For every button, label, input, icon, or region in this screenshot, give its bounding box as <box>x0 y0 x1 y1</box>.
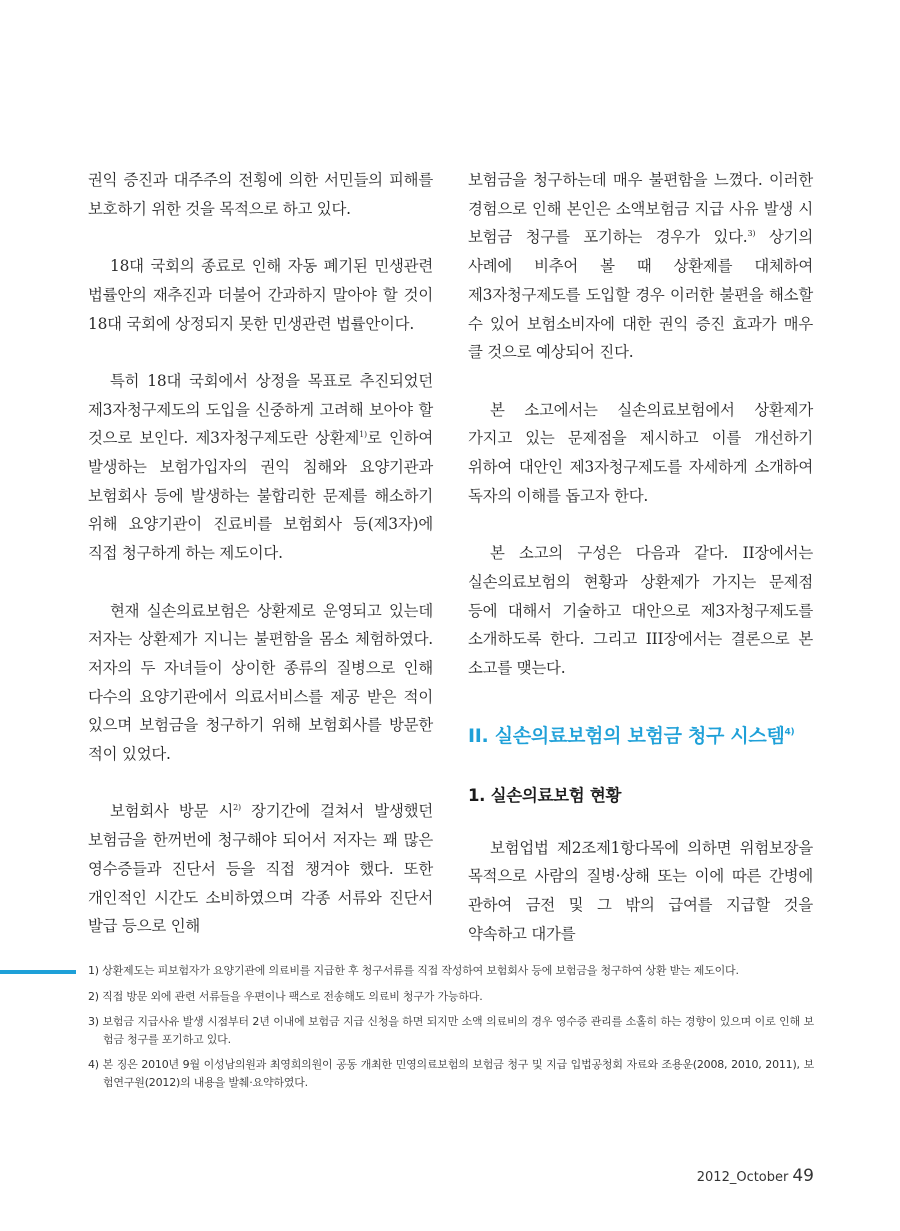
footnote-ref: 2) <box>233 803 241 813</box>
body-paragraph: 보험업법 제2조제1항다목에 의하면 위험보장을 목적으로 사람의 질병·상해 또는 이에 따른 간병에 관하여 금전 및 그 밖의 급여를 지급할 것을 약속하고 대가를 <box>468 838 813 943</box>
footnote: 2) 직접 방문 외에 관련 서류들을 우편이나 팩스로 전송해도 의료비 청구가 가능하다. <box>88 989 483 1003</box>
right-column <box>468 166 813 977</box>
body-paragraph <box>468 166 813 367</box>
section-heading-text: II. 실손의료보험의 보험금 청구 시스템 <box>468 724 785 747</box>
body-paragraph <box>88 797 433 941</box>
paragraph-text: 장기간에 걸쳐서 발생했던 보험금을 한꺼번에 청구해야 되어서 저자는 꽤 많은 영수증들과 진단서 등을 직접 챙겨야 했다. 또한 개인적인 시간도 소비하였으며 각종 서류와 진단서 발급 등으로 인해 <box>88 802 433 936</box>
paragraph-text: 로 인하여 발생하는 보험가입자의 권익 침해와 요양기관과 보험회사 등에 발생하는 불합리한 문제를 해소하기 위해 요양기관이 진료비를 보험회사 등(제3자)에 직접 청구하게 하는 제도이다. <box>88 429 433 563</box>
footnote: 3) 보험금 지급사유 발생 시점부터 2년 이내에 보험금 지급 신청을 하면 되지만 소액 의료비의 경우 영수증 관리를 소홀히 하는 경향이 있으며 이로 인해 보험금 청구를 포기하고 있다. <box>88 1015 814 1046</box>
subsection-heading: 1. 실손의료보험 현황 <box>468 785 622 805</box>
footnote: 4) 본 징은 2010년 9월 이성남의원과 최영희의원이 공동 개최한 민영의료보험의 보험금 청구 및 지급 입법공청회 자료와 조용운(2008, 2010, 2011), 보험연구원(2012)의 내용을 발췌·요약하였다. <box>88 1058 814 1089</box>
footnote-accent-rule <box>0 970 76 974</box>
body-paragraph: 본 소고에서는 실손의료보험에서 상환제가 가지고 있는 문제점을 제시하고 이를 개선하기 위하여 대안인 제3자청구제도를 자세하게 소개하여 독자의 이해를 돕고자 한다. <box>468 400 813 505</box>
body-paragraph: 현재 실손의료보험은 상환제로 운영되고 있는데 저자는 상환제가 지니는 불편함을 몸소 체험하였다. 저자의 두 자녀들이 상이한 종류의 질병으로 인해 다수의 요양기관에서 의료서비스를 제공 받은 적이 있으며 보험금을 청구하기 위해 보험회사를 방문한 적이 있었다. <box>88 601 433 764</box>
body-paragraph: 18대 국회의 종료로 인해 자동 폐기된 민생관련 법률안의 재추진과 더불어 간과하지 말아야 할 것이 18대 국회에 상정되지 못한 민생관련 법률안이다. <box>88 257 433 333</box>
footnotes <box>88 962 814 1099</box>
footnote-ref: 4) <box>784 727 795 738</box>
footnote-ref: 1) <box>359 430 367 440</box>
paragraph-text: 보험금을 청구하는데 매우 불편함을 느꼈다. 이러한 경험으로 인해 본인은 소액보험금 지급 사유 발생 시 보험금 청구를 포기하는 경우가 있다. <box>468 171 813 247</box>
issue-label: 2012_October <box>696 1170 789 1185</box>
paragraph-text: 보험회사 방문 시 <box>110 802 234 821</box>
page-footer <box>697 1166 814 1186</box>
page-number: 49 <box>792 1166 814 1186</box>
body-paragraph: 본 소고의 구성은 다음과 같다. II장에서는 실손의료보험의 현황과 상환제가 가지는 문제점 등에 대해서 기술하고 대안으로 제3자청구제도를 소개하도록 한다. 그리고 III장에서는 결론으로 본 소고를 맺는다. <box>468 544 813 677</box>
paragraph-text: 특히 18대 국회에서 상정을 목표로 추진되었던 제3자청구제도의 도입을 신중하게 고려해 보아야 할 것으로 보인다. 제3자청구제도란 상환제 <box>88 371 433 448</box>
footnote: 1) 상환제도는 피보험자가 요양기관에 의료비를 지급한 후 청구서류를 직접 작성하여 보험회사 등에 보험금을 청구하여 상환 받는 제도이다. <box>88 964 739 977</box>
left-column <box>88 166 433 970</box>
footnote-ref: 3) <box>747 229 756 239</box>
body-paragraph <box>88 367 433 568</box>
paragraph-text: 상기의 사례에 비추어 볼 때 상환제를 대체하여 제3자청구제도를 도입할 경우 이러한 불편을 해소할 수 있어 보험소비자에 대한 권익 증진 효과가 매우 클 것으로 예상되어 진다. <box>468 228 813 362</box>
section-heading <box>468 721 813 748</box>
body-paragraph: 권익 증진과 대주주의 전횡에 의한 서민들의 피해를 보호하기 위한 것을 목적으로 하고 있다. <box>88 171 433 218</box>
